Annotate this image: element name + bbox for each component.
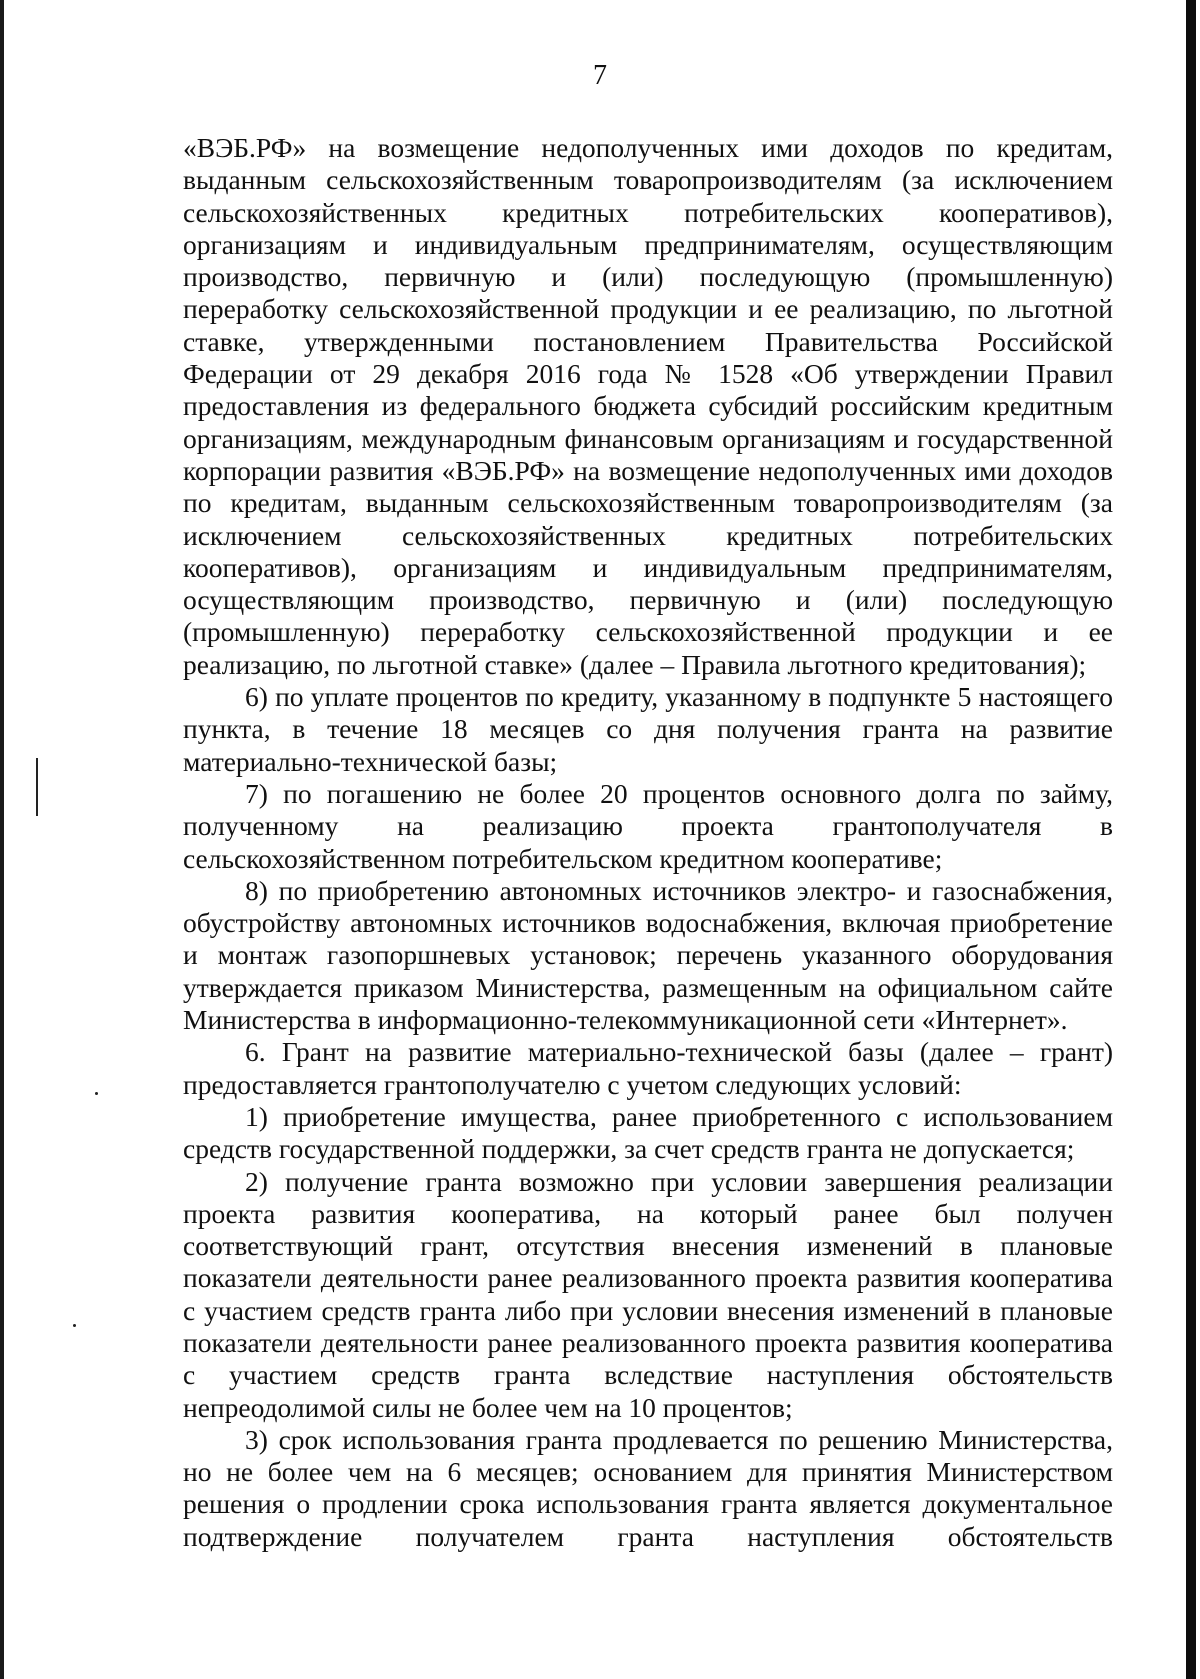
paragraph-section-6: 6. Грант на развитие материально-технической базы (далее – грант) предоставляется грантополучателю с учетом следующих условий: xyxy=(183,1036,1113,1100)
scan-right-edge xyxy=(1186,0,1196,1679)
paragraph-condition-2: 2) получение гранта возможно при условии завершения реализации проекта развития кооператива, на который ранее был получен соответствующий грант, отсутствия внесения изменений в плановые показатели деятельности ранее реализованного проекта развития кооператива с участием средств гранта либо при условии внесения изменений в плановые показатели деятельности ранее реализованного проекта развития кооператива с участием средств гранта вследствие наступления обстоятельств непреодолимой силы не более чем на 10 процентов; xyxy=(183,1165,1113,1423)
scan-dot xyxy=(73,1324,76,1327)
paragraph-condition-3: 3) срок использования гранта продлевается по решению Министерства, но не более чем на 6 месяцев; основанием для принятия Министерством решения о продлении срока использования гранта является документальное подтверждение получателем гранта наступления обстоятельств xyxy=(183,1423,1113,1552)
document-body xyxy=(183,132,1113,1553)
paragraph-item-6: 6) по уплате процентов по кредиту, указанному в подпункте 5 настоящего пункта, в течение 18 месяцев со дня получения гранта на развитие материально-технической базы; xyxy=(183,681,1113,777)
paragraph-continuation: «ВЭБ.РФ» на возмещение недополученных ими доходов по кредитам, выданным сельскохозяйственным товаропроизводителям (за исключением сельскохозяйственных кредитных потребительских кооперативов), организациям и индивидуальным предпринимателям, осуществляющим производство, первичную и (или) последующую (промышленную) переработку сельскохозяйственной продукции и ее реализацию, по льготной ставке, утвержденными постановлением Правительства Российской Федерации от 29 декабря 2016 года № 1528 «Об утверждении Правил предоставления из федерального бюджета субсидий российским кредитным организациям, международным финансовым организациям и государственной корпорации развития «ВЭБ.РФ» на возмещение недополученных ими доходов по кредитам, выданным сельскохозяйственным товаропроизводителям (за исключением сельскохозяйственных кредитных потребительских кооперативов), организациям и индивидуальным предпринимателям, осуществляющим производство, первичную и (или) последующую (промышленную) переработку сельскохозяйственной продукции и ее реализацию, по льготной ставке» (далее – Правила льготного кредитования); xyxy=(183,132,1113,680)
paragraph-item-7: 7) по погашению не более 20 процентов основного долга по займу, полученному на реализацию проекта грантополучателя в сельскохозяйственном потребительском кредитном кооперативе; xyxy=(183,777,1113,874)
scan-dot xyxy=(95,1092,98,1095)
paragraph-condition-1: 1) приобретение имущества, ранее приобретенного с использованием средств государственной поддержки, за счет средств гранта не допускается; xyxy=(183,1100,1113,1165)
scan-margin-mark xyxy=(36,758,38,816)
paragraph-item-8: 8) по приобретению автономных источников электро- и газоснабжения, обустройству автономных источников водоснабжения, включая приобретение и монтаж газопоршневых установок; перечень указанного оборудования утверждается приказом Министерства, размещенным на официальном сайте Министерства в информационно-телекоммуникационной сети «Интернет». xyxy=(183,874,1113,1036)
scan-left-edge xyxy=(0,0,4,1679)
page-number: 7 xyxy=(593,60,607,91)
